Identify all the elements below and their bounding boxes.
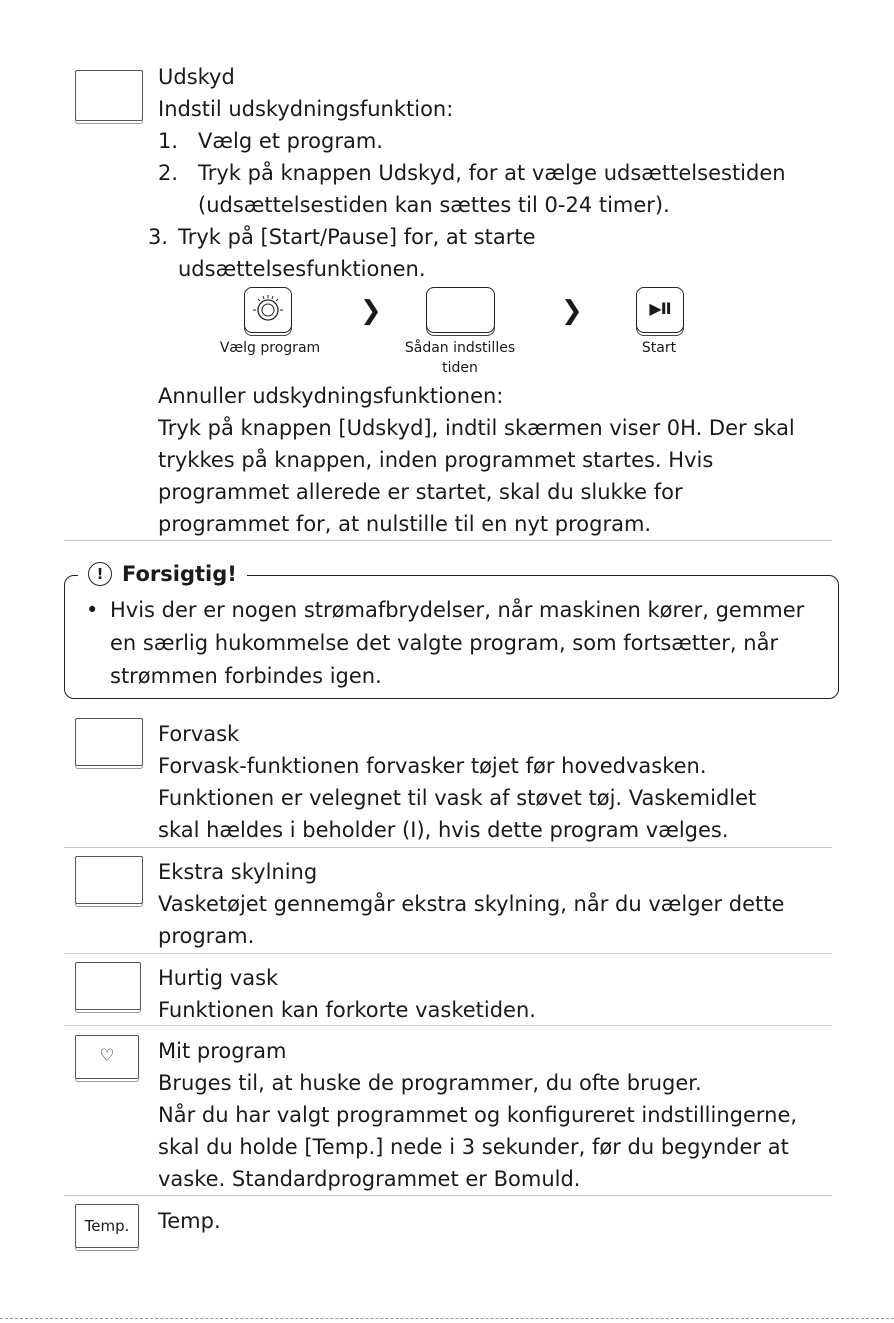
program-dial-icon [245, 288, 291, 332]
quick-wash-button-icon [75, 962, 141, 1010]
prewash-text-line: Forvask-funktionen forvasker tøjet før hovedvasken. [158, 754, 707, 778]
caution-text-line: Hvis der er nogen strømafbrydelser, når maskinen kører, gemmer [110, 598, 805, 622]
extra-rinse-title: Ekstra skylning [158, 860, 318, 884]
step-2-text: Tryk på knappen Udskyd, for at vælge udsættelsestiden [198, 161, 786, 185]
heart-icon: ♡ [99, 1046, 115, 1066]
section-divider [64, 847, 832, 848]
prewash-button-icon [75, 718, 143, 766]
cancel-text-line: trykkes på knappen, inden programmet startes. Hvis [158, 448, 714, 472]
play-pause-icon: ▶II [649, 299, 671, 318]
caution-icon-glyph: ! [96, 564, 104, 583]
delay-time-button [426, 287, 495, 333]
caution-text-line: en særlig hukommelse det valgte program, som fortsætter, når [110, 631, 779, 655]
my-program-text-line: skal du holde [Temp.] nede i 3 sekunder, før du begynder at [158, 1135, 789, 1159]
quick-wash-text-line: Funktionen kan forkorte vasketiden. [158, 998, 536, 1022]
caution-title: Forsigtig! [122, 562, 237, 586]
my-program-button-icon [75, 1035, 139, 1079]
my-program-title: Mit program [158, 1039, 287, 1063]
section-divider [64, 540, 832, 541]
step-1-text: Vælg et program. [198, 129, 383, 153]
section-divider [64, 953, 832, 954]
cancel-heading: Annuller udskydningsfunktionen: [158, 384, 504, 408]
chevron-right-icon: ❯ [561, 296, 583, 326]
start-pause-button [636, 287, 684, 333]
step-number-1: 1. [158, 129, 179, 153]
delay-button-icon [75, 70, 143, 121]
step-3-text-cont: udsættelsesfunktionen. [178, 257, 426, 281]
temp-button-icon [75, 1204, 139, 1248]
prewash-text-line: skal hældes i beholder (I), hvis dette program vælges. [158, 818, 729, 842]
step-3-text: Tryk på [Start/Pause] for, at starte [178, 225, 536, 249]
step-number-3: 3. [148, 225, 169, 249]
extra-rinse-text-line: program. [158, 924, 255, 948]
caution-text-line: strømmen forbindes igen. [110, 664, 382, 688]
extra-rinse-text-line: Vasketøjet gennemgår ekstra skylning, når du vælger dette [158, 892, 785, 916]
page-bottom-rule [0, 1318, 894, 1319]
prewash-title: Forvask [158, 722, 240, 746]
caution-header [78, 558, 247, 590]
chevron-right-icon: ❯ [360, 296, 382, 326]
program-dial-button [244, 287, 292, 333]
delay-title: Udskyd [158, 65, 235, 89]
caption-set-time-cont: tiden [442, 360, 478, 376]
temp-title: Temp. [158, 1209, 221, 1233]
my-program-text-line: Når du har valgt programmet og konfigureret indstillingerne, [158, 1103, 798, 1127]
caution-icon [88, 562, 112, 586]
caption-select-program: Vælg program [219, 340, 321, 356]
cancel-text-line: Tryk på knappen [Udskyd], indtil skærmen viser 0H. Der skal [158, 416, 795, 440]
section-divider [64, 1195, 832, 1196]
cancel-text-line: programmet for, at nulstille til en nyt program. [158, 512, 652, 536]
my-program-text-line: vaske. Standardprogrammet er Bomuld. [158, 1167, 581, 1191]
prewash-text-line: Funktionen er velegnet til vask af støvet tøj. Vaskemidlet [158, 786, 757, 810]
my-program-text-line: Bruges til, at huske de programmer, du ofte bruger. [158, 1071, 702, 1095]
caption-set-time: Sådan indstilles [404, 340, 516, 356]
extra-rinse-button-icon [75, 856, 143, 904]
section-divider [64, 1025, 832, 1026]
caption-start: Start [641, 340, 677, 356]
temp-button-label: Temp. [84, 1217, 130, 1235]
step-2-text-cont: (udsættelsestiden kan sættes til 0-24 timer). [198, 193, 670, 217]
quick-wash-title: Hurtig vask [158, 966, 279, 990]
step-number-2: 2. [158, 161, 179, 185]
caution-bullet: • [86, 598, 99, 622]
cancel-text-line: programmet allerede er startet, skal du slukke for [158, 480, 683, 504]
delay-set-heading: Indstil udskydningsfunktion: [158, 97, 454, 121]
